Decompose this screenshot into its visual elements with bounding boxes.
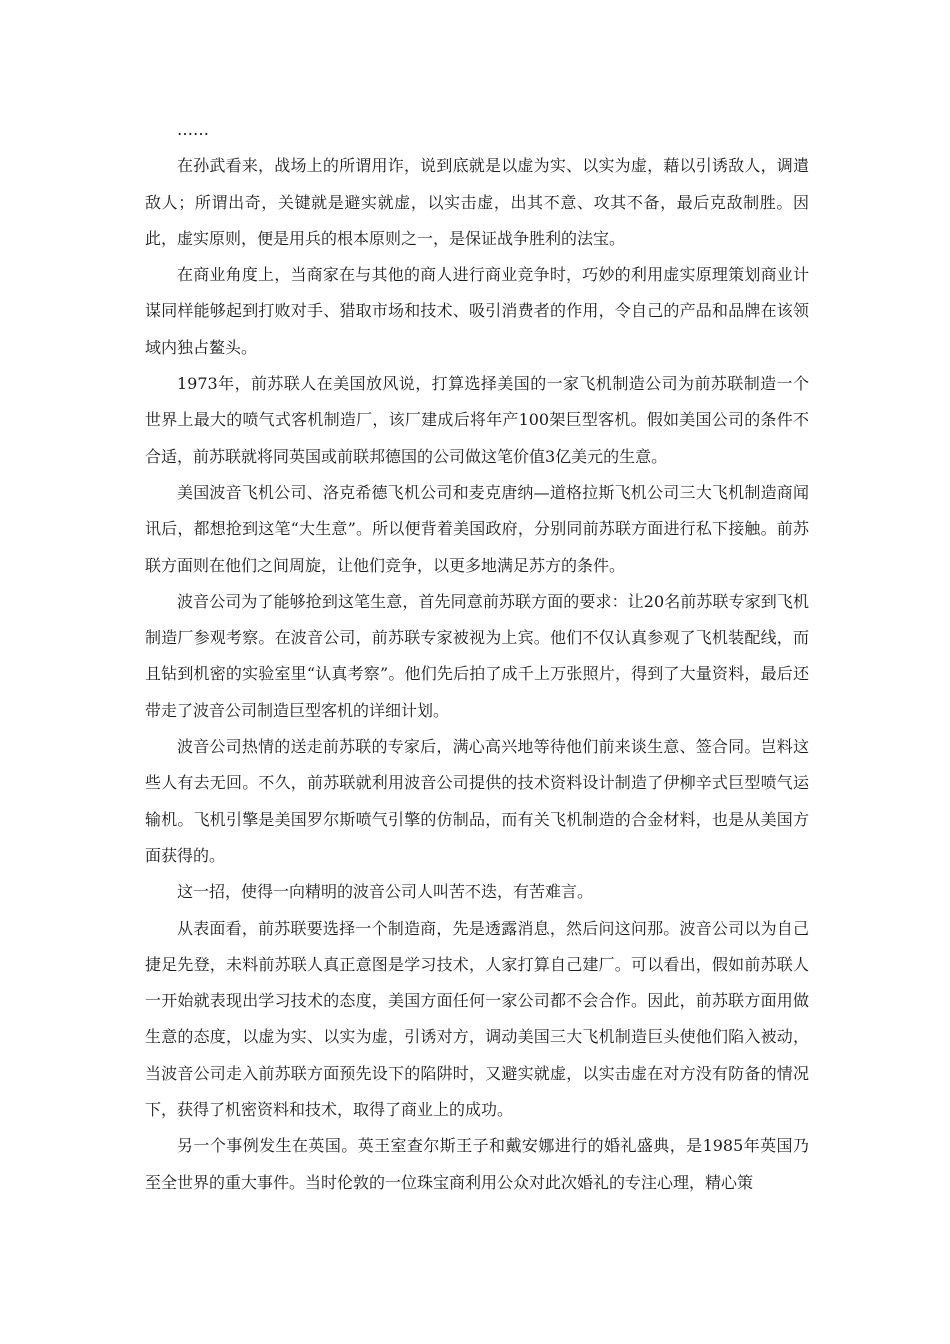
paragraph-boeing-visit: 波音公司为了能够抢到这笔生意，首先同意前苏联方面的要求：让20名前苏联专家到飞机制造厂参观考察。在波音公司，前苏联专家被视为上宾。他们不仅认真参观了飞机装配线，而且钻到机密的实验室里“认真考察”。他们先后拍了成千上万张照片，得到了大量资料，最后还带走了波音公司制造巨型客机的详细计划。 [145,591,809,720]
paragraph-boeing-regret: 这一招，使得一向精明的波音公司人叫苦不迭，有苦难言。 [177,882,594,902]
paragraph-business-angle: 在商业角度上，当商家在与其他的商人进行商业竞争时，巧妙的利用虚实原理策划商业计谋同样能够起到打败对手、猎取市场和技术、吸引消费者的作用，令自己的产品和品牌在该领域内独占鳌头。 [145,265,809,357]
paragraph-england-example: 另一个事例发生在英国。英王室查尔斯王子和戴安娜进行的婚礼盛典，是1985年英国乃至全世界的重大事件。当时伦敦的一位珠宝商利用公众对此次婚礼的专注心理，精心策 [145,1136,809,1192]
paragraph-analysis: 从表面看，前苏联要选择一个制造商，先是透露消息，然后问这问那。波音公司以为自己捷足先登，未料前苏联人真正意图是学习技术，人家打算自己建厂。可以看出，假如前苏联人一开始就表现出学习技术的态度，美国方面任何一家公司都不会合作。因此，前苏联方面用做生意的态度，以虚为实、以实为虚，引诱对方，调动美国三大飞机制造巨头使他们陷入被动，当波音公司走入前苏联方面预先设下的陷阱时，又避实就虚，以实击虚在对方没有防备的情况下，获得了机密资料和技术，取得了商业上的成功。 [145,918,809,1120]
paragraph-boeing-waiting: 波音公司热情的送走前苏联的专家后，满心高兴地等待他们前来谈生意、签合同。岂料这些人有去无回。不久，前苏联就利用波音公司提供的技术资料设计制造了伊柳辛式巨型喷气运输机。飞机引擎是美国罗尔斯喷气引擎的仿制品，而有关飞机制造的合金材料，也是从美国方面获得的。 [145,737,809,865]
paragraph-three-manufacturers: 美国波音飞机公司、洛克希德飞机公司和麦克唐纳—道格拉斯飞机公司三大飞机制造商闻讯后，都想抢到这笔“大生意”。所以便背着美国政府，分别同前苏联方面进行私下接触。前苏联方面则在他们之间周旋，让他们竞争，以更多地满足苏方的条件。 [145,482,809,575]
document-body [145,112,809,1201]
paragraph-ellipsis: …… [177,120,209,139]
paragraph-1973: 1973年，前苏联人在美国放风说，打算选择美国的一家飞机制造公司为前苏联制造一个世界上最大的喷气式客机制造厂，该厂建成后将年产100架巨型客机。假如美国公司的条件不合适，前苏联就将同英国或前联邦德国的公司做这笔价值3亿美元的生意。 [145,374,809,466]
paragraph-sunwu: 在孙武看来，战场上的所谓用诈，说到底就是以虚为实、以实为虚，藉以引诱敌人，调遣敌人；所谓出奇，关键就是避实就虚，以实击虚，出其不意、攻其不备，最后克敌制胜。因此，虚实原则，便是用兵的根本原则之一，是保证战争胜利的法宝。 [145,156,809,248]
